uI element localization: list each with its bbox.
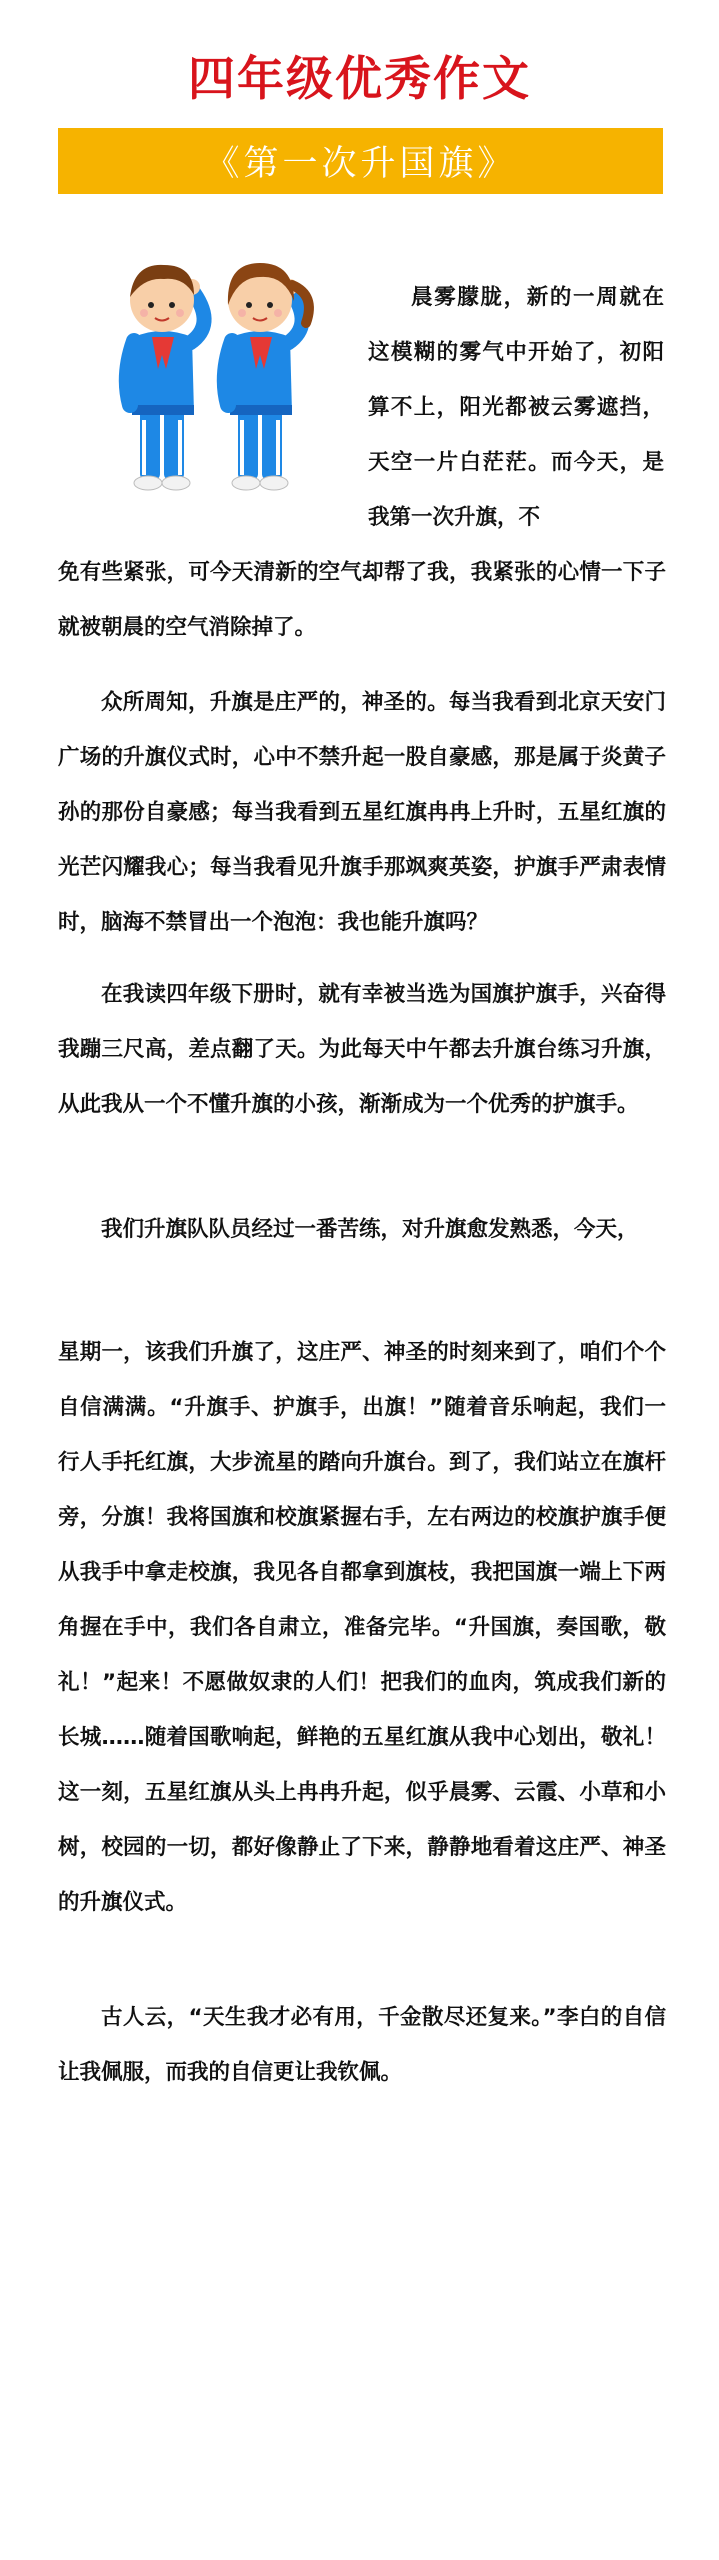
essay-paragraph-1-part-2: 免有些紧张，可今天清新的空气却帮了我，我紧张的心情一下子就被朝晨的空气消除掉了。 xyxy=(58,560,666,640)
essay-paragraph-2: 众所周知，升旗是庄严的，神圣的。每当我看到北京天安门广场的升旗仪式时，心中不禁升起一股自豪感，那是属于炎黄子孙的那份自豪感；每当我看到五星红旗冉冉上升时，五星红旗的光芒闪耀我心；每当我看见升旗手那飒爽英姿，护旗手严肃表情时，脑海不禁冒出一个泡泡：我也能升旗吗？ xyxy=(58,690,666,935)
page-title: 四年级优秀作文 xyxy=(188,52,531,107)
saluting-students-illustration xyxy=(108,245,338,495)
essay-title: 《第一次升国旗》 xyxy=(204,144,517,184)
essay-paragraph-1-part-1: 晨雾朦胧，新的一周就在这模糊的雾气中开始了，初阳算不上，阳光都被云雾遮挡，天空一片白茫茫。而今天，是我第一次升旗，不 xyxy=(368,285,664,530)
essay-paragraph-4-part-1: 我们升旗队队员经过一番苦练，对升旗愈发熟悉，今天， xyxy=(101,1217,639,1242)
boy-figure xyxy=(127,265,204,490)
girl-figure xyxy=(225,263,309,490)
essay-paragraph-4-part-2: 星期一，该我们升旗了，这庄严、神圣的时刻来到了，咱们个个自信满满。“升旗手、护旗手，出旗！”随着音乐响起，我们一行人手托红旗，大步流星的踏向升旗台。到了，我们站立在旗杆旁，分旗！我将国旗和校旗紧握右手，左右两边的校旗护旗手便从我手中拿走校旗，我见各自都拿到旗枝，我把国旗一端上下两角握在手中，我们各自肃立，准备完毕。“升国旗，奏国歌，敬礼！”起来！不愿做奴隶的人们！把我们的血肉，筑成我们新的长城……随着国歌响起，鲜艳的五星红旗从我中心划出，敬礼！这一刻，五星红旗从头上冉冉升起，似乎晨雾、云霞、小草和小树，校园的一切，都好像静止了下来，静静地看着这庄严、神圣的升旗仪式。 xyxy=(58,1340,666,1915)
essay-paragraph-3: 在我读四年级下册时，就有幸被当选为国旗护旗手，兴奋得我蹦三尺高，差点翻了天。为此每天中午都去升旗台练习升旗，从此我从一个不懂升旗的小孩，渐渐成为一个优秀的护旗手。 xyxy=(58,982,666,1117)
essay-paragraph-5: 古人云，“天生我才必有用，千金散尽还复来。”李白的自信让我佩服，而我的自信更让我钦佩。 xyxy=(58,2005,666,2085)
subtitle-banner xyxy=(58,128,663,194)
